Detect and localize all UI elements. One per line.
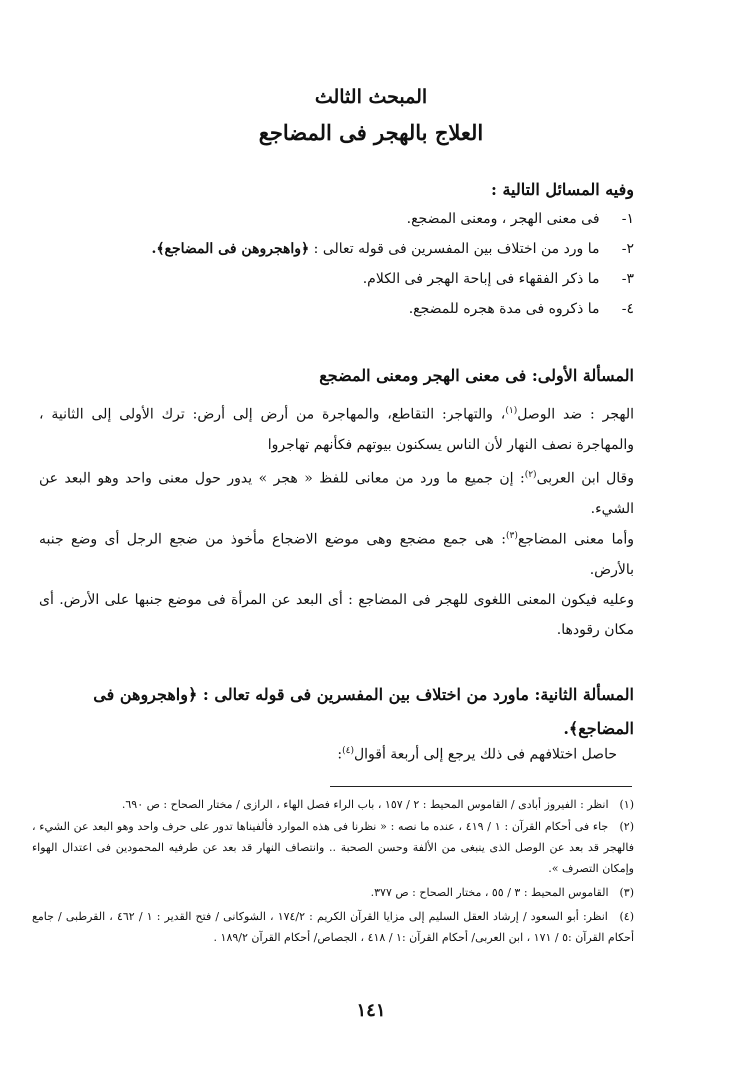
footnote	[32, 816, 634, 880]
list-item-number: ٤-	[621, 301, 634, 317]
footnote	[32, 906, 634, 950]
footnote-divider	[330, 786, 632, 787]
footnote-ref: (٣)	[505, 531, 518, 541]
footnote-text: انظر: أبو السعود / إرشاد العقل السليم إلى مزايا القرآن الكريم : ١٧٤/٢ ، الشوكانى / فتح القدير : ١ / ٤٦٢ ، القرطبى / جامع أحكام القرآن :٥ / ١٧١ ، ابن العربى/ أحكام القرآن :١ / ٤١٨ ، الجصاص/ أحكام القرآن ١٨٩/٢ .	[32, 910, 634, 944]
footnote-ref: (٤)	[342, 746, 354, 756]
footnote-text: القاموس المحيط : ٣ / ٥٥ ، مختار الصحاح : ص ٣٧٧.	[370, 886, 609, 899]
list-item-number: ٣-	[621, 271, 634, 287]
list-item-text: فى معنى الهجر ، ومعنى المضجع.	[406, 211, 600, 227]
intro-lead: وفيه المسائل التالية :	[491, 180, 634, 199]
issues-list	[114, 211, 634, 331]
list-item-text: ما ورد من اختلاف بين المفسرين فى قوله تعالى :	[313, 241, 600, 257]
footnote-text: جاء فى أحكام القرآن : ١ / ٤١٩ ، عنده ما نصه : « نظرنا فى هذه الموارد فألفيناها تدور على حرف واحد وهو البعد عن الشيء ، فالهجر قد بعد عن الوصل الذى ينبغى من الألفة وحسن الصحبة .. وانتصاف النهار قد بعد عن طرفيه المحمودين فى اعتدال الهواء وإمكان التصرف ».	[32, 820, 634, 875]
list-item-number: ١-	[621, 211, 634, 227]
paragraph-ibn-arabi	[39, 460, 634, 520]
footnote-number: (٢)	[619, 820, 634, 833]
paragraph-text: وأما معنى المضاجع	[517, 531, 634, 548]
footnote-text: انظر : الفيروز أبادى / القاموس المحيط : ٢ / ١٥٧ ، باب الراء فصل الهاء ، الرازى / مختار الصحاح : ص ٦٩٠.	[121, 798, 609, 811]
paragraph-madajii-definition	[39, 521, 634, 581]
footnote-ref: (٢)	[524, 470, 537, 480]
footnote	[32, 882, 634, 902]
list-item	[114, 211, 634, 241]
footnote-number: (٣)	[619, 886, 634, 899]
section-title: العلاج بالهجر فى المضاجع	[258, 120, 484, 145]
list-item-text: ما ذكروه فى مدة هجره للمضجع.	[408, 301, 600, 317]
list-item-text: ما ذكر الفقهاء فى إباحة الهجر فى الكلام.	[362, 271, 600, 287]
list-item	[114, 301, 634, 331]
footnote-number: (١)	[619, 798, 634, 811]
paragraph-four-opinions	[337, 746, 617, 763]
footnote-number: (٤)	[619, 910, 635, 923]
paragraph-text: الهجر : ضد الوصل	[517, 406, 634, 423]
footnote-ref: (١)	[505, 406, 518, 416]
page-number: ١٤١	[356, 1000, 386, 1021]
paragraph-text: حاصل اختلافهم فى ذلك يرجع إلى أربعة أقوال	[353, 746, 617, 763]
paragraph-text: :	[337, 746, 343, 763]
paragraph-text: : هى جمع مضجع وهى موضع الاضجاع مأخوذ من ضجع الرجل أى وضع جنبه بالأرض.	[39, 531, 634, 578]
quran-verse: ﴿واهجروهن فى المضاجع﴾.	[151, 241, 310, 257]
paragraph-hajr-definition	[39, 396, 634, 456]
paragraph-linguistic-meaning: وعليه فيكون المعنى اللغوى للهجر فى المضاجع : أى البعد عن المرأة فى موضع جنبها على الأرض. أى مكان رقودها.	[39, 592, 634, 638]
section-heading: المبحث الثالث	[314, 86, 428, 108]
paragraph-text: : إن جميع ما ورد من معانى للفظ « هجر » يدور حول معنى واحد وهو البعد عن الشيء.	[39, 470, 634, 517]
paragraph-text: وقال ابن العربى	[536, 470, 634, 487]
issue-one-heading: المسألة الأولى: فى معنى الهجر ومعنى المضجع	[319, 366, 634, 385]
issue-two-heading: المسألة الثانية: ماورد من اختلاف بين المفسرين فى قوله تعالى : ﴿واهجروهن فى المضاجع﴾.	[93, 685, 634, 738]
list-item	[114, 271, 634, 301]
paragraph-text: ، والتهاجر: التقاطع، والمهاجرة من أرض إلى أرض: ترك الأولى إلى الثانية ، والمهاجرة نصف النهار لأن الناس يسكنون بيوتهم فكأنهم تهاجروا	[39, 406, 634, 453]
list-item-number: ٢-	[621, 241, 634, 257]
list-item	[114, 241, 634, 271]
footnote	[32, 794, 634, 814]
